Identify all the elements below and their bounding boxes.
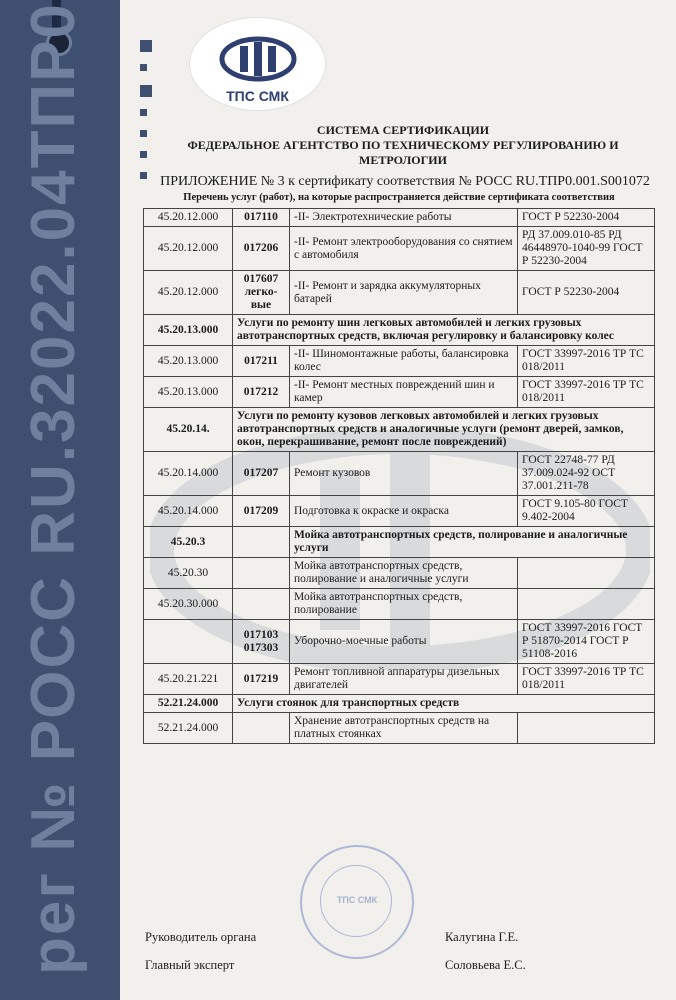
service-description-cell: -II- Электротехнические работы [290,209,518,227]
service-code-cell: 017207 [233,452,290,496]
standard-cell [518,589,655,620]
service-description-cell: Уборочно-моечные работы [290,620,518,664]
standard-cell: ГОСТ 9.105-80 ГОСТ 9.402-2004 [518,496,655,527]
standard-cell: ГОСТ 33997-2016 ТР ТС 018/2011 [518,346,655,377]
signature-name-expert: Соловьева Е.С. [445,958,526,972]
okpd-code-cell: 45.20.12.000 [144,227,233,271]
okpd-code-cell: 45.20.13.000 [144,377,233,408]
table-row [144,408,655,452]
header-line-1: СИСТЕМА СЕРТИФИКАЦИИ [316,123,490,137]
signature-name-head: Калугина Г.Е. [445,930,519,944]
service-description-cell: -II- Ремонт и зарядка аккумуляторных батарей [290,271,518,315]
service-code-cell [233,558,290,589]
annex-title: ПРИЛОЖЕНИЕ № 3 к сертификату соответствия № РОСС RU.ТПР0.001.S001072 [160,174,650,189]
group-heading-cell: Услуги по ремонту шин легковых автомобилей и легких грузовых автотранспортных средств, включая регулировку и балансировку колес [233,315,655,346]
okpd-code-cell: 45.20.30 [144,558,233,589]
service-code-cell: 017206 [233,227,290,271]
group-heading-cell: Услуги стоянок для транспортных средств [233,695,655,713]
service-description-cell: Ремонт топливной аппаратуры дизельных двигателей [290,664,518,695]
standard-cell: ГОСТ 22748-77 РД 37.009.024-92 ОСТ 37.001.211-78 [518,452,655,496]
okpd-code-cell: 45.20.21.221 [144,664,233,695]
service-code-cell [233,713,290,744]
service-description-cell: Мойка автотранспортных средств, полирование [290,589,518,620]
service-description-cell: -II- Ремонт электрооборудования со снятием с автомобиля [290,227,518,271]
service-code-cell: 017110 [233,209,290,227]
service-description-cell: -II- Ремонт местных повреждений шин и камер [290,377,518,408]
table-row [144,496,655,527]
decorative-squares [140,40,150,193]
group-heading-cell: Услуги по ремонту кузовов легковых автомобилей и легких грузовых автотранспортных средств и аналогичные услуги (ремонт дверей, замков, окон, перекрашивание, ремонт после повреждений) [233,408,655,452]
table-row [144,695,655,713]
table-row [144,209,655,227]
service-description-cell: Хранение автотранспортных средств на платных стоянках [290,713,518,744]
seal-stamp [300,845,414,959]
service-description-cell: Мойка автотранспортных средств, полирование и аналогичные услуги [290,558,518,589]
service-code-cell: 017211 [233,346,290,377]
standard-cell [518,713,655,744]
signature-role-expert: Главный эксперт [145,958,235,972]
okpd-code-cell: 45.20.3 [144,527,233,558]
service-code-cell [233,527,290,558]
standard-cell: ГОСТ 33997-2016 ТР ТС 018/2011 [518,664,655,695]
okpd-code-cell: 52.21.24.000 [144,695,233,713]
okpd-code-cell: 45.20.13.000 [144,346,233,377]
table-row [144,346,655,377]
services-table [143,208,655,744]
service-description-cell: -II- Шиномонтажные работы, балансировка колес [290,346,518,377]
okpd-code-cell: 45.20.14.000 [144,452,233,496]
standard-cell [518,558,655,589]
table-row [144,558,655,589]
list-subtitle: Перечень услуг (работ), на которые распространяется действие сертификата соответствия [183,192,615,203]
standard-cell: РД 37.009.010-85 РД 46448970-1040-99 ГОСТ Р 52230-2004 [518,227,655,271]
stamp-text: ТПС СМК [336,895,378,905]
okpd-code-cell: 45.20.12.000 [144,271,233,315]
table-row [144,713,655,744]
service-code-cell: 017607 легко-вые [233,271,290,315]
table-row [144,227,655,271]
service-code-cell [233,589,290,620]
table-row [144,620,655,664]
sidebar-band [0,0,120,1000]
standard-cell: ГОСТ 33997-2016 ГОСТ Р 51870-2014 ГОСТ Р 51108-2016 [518,620,655,664]
logo-text: ТПС СМК [226,88,289,104]
signature-role-head: Руководитель органа [145,930,257,944]
table-row [144,527,655,558]
service-code-cell: 017209 [233,496,290,527]
service-code-cell: 017212 [233,377,290,408]
service-code-cell: 017103 017303 [233,620,290,664]
group-heading-cell: Мойка автотранспортных средств, полирование и аналогичные услуги [290,527,655,558]
okpd-code-cell [144,620,233,664]
table-row [144,315,655,346]
table-row [144,271,655,315]
okpd-code-cell: 45.20.12.000 [144,209,233,227]
table-row [144,377,655,408]
standard-cell: ГОСТ Р 52230-2004 [518,209,655,227]
header-line-2: ФЕДЕРАЛЬНОЕ АГЕНТСТВО ПО ТЕХНИЧЕСКОМУ РЕГУЛИРОВАНИЮ И [187,138,619,152]
okpd-code-cell: 45.20.30.000 [144,589,233,620]
standard-cell: ГОСТ 33997-2016 ТР ТС 018/2011 [518,377,655,408]
table-row [144,589,655,620]
service-code-cell: 017219 [233,664,290,695]
standard-cell: ГОСТ Р 52230-2004 [518,271,655,315]
okpd-code-cell: 52.21.24.000 [144,713,233,744]
okpd-code-cell: 45.20.13.000 [144,315,233,346]
registration-number: рег № РОСС RU.32022.04ТПР0 [19,2,88,975]
service-description-cell: Ремонт кузовов [290,452,518,496]
table-row [144,452,655,496]
header-line-3: МЕТРОЛОГИИ [359,153,447,167]
okpd-code-cell: 45.20.14. [144,408,233,452]
certification-logo [190,18,325,110]
table-row [144,664,655,695]
okpd-code-cell: 45.20.14.000 [144,496,233,527]
logo-emblem-icon [218,34,298,84]
service-description-cell: Подготовка к окраске и окраска [290,496,518,527]
